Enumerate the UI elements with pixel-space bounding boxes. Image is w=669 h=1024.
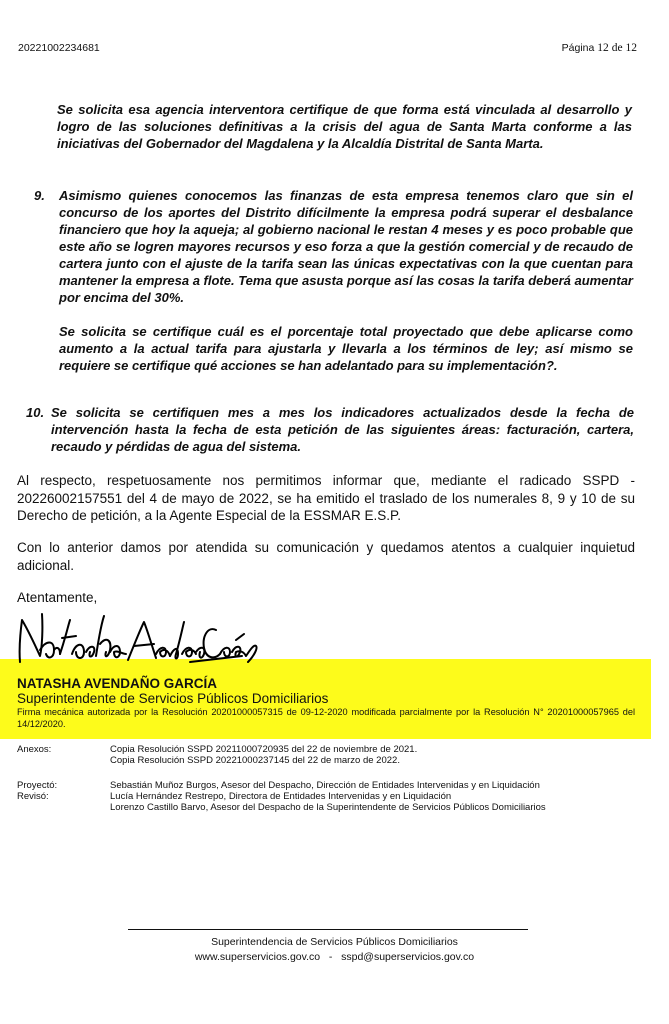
proyecto-label: Proyectó: xyxy=(17,780,58,791)
page-label: Página xyxy=(561,42,595,54)
reviso-label: Revisó: xyxy=(17,791,49,802)
page-indicator xyxy=(562,42,637,54)
signature-authorization-note: Firma mecánica autorizada por la Resolución 20201000057315 de 09-12-2020 modificada parcialmente por la Resolución N° 20201000057965 del 14/12/2020. xyxy=(17,707,635,729)
item-9-request: Se solicita se certifique cuál es el porcentaje total proyectado que debe aplicarse como aumento a la actual tarifa para ajustarla y llevarla a los términos de ley; así mismo se requiere se certifique qué acciones se han adelantado para su implementación?. xyxy=(59,324,633,373)
credit-line: Lorenzo Castillo Barvo, Asesor del Despacho de la Superintendente de Servicios Públicos Domiciliarios xyxy=(110,802,546,813)
handwritten-signature xyxy=(10,600,270,678)
item-9-number: 9. xyxy=(34,188,45,203)
page-current: 12 xyxy=(597,42,609,54)
annex-item: Copia Resolución SSPD 20211000720935 del 22 de noviembre de 2021. xyxy=(110,744,418,755)
credit-line: Lucía Hernández Restrepo, Directora de Entidades Intervenidas y en Liquidación xyxy=(110,791,452,802)
page-of: de xyxy=(611,42,623,54)
credit-line: Sebastián Muñoz Burgos, Asesor del Despacho, Dirección de Entidades Intervenidas y en Liquidación xyxy=(110,780,540,791)
response-paragraph-2: Con lo anterior damos por atendida su comunicación y quedamos atentos a cualquier inquietud adicional. xyxy=(17,540,635,573)
footer-contact: www.superservicios.gov.co - sspd@superservicios.gov.co xyxy=(194,951,475,963)
annexes-label: Anexos: xyxy=(17,744,52,755)
annexes-list xyxy=(110,744,417,766)
petition-item-9 xyxy=(28,187,633,374)
document-number: 20221002234681 xyxy=(18,42,100,54)
signer-name: NATASHA AVENDAÑO GARCÍA xyxy=(17,676,217,691)
item-10-number: 10. xyxy=(26,405,45,420)
footer-organization: Superintendencia de Servicios Públicos Domiciliarios xyxy=(211,936,458,948)
response-paragraph-1: Al respecto, respetuosamente nos permitimos informar que, mediante el radicado SSPD - 20226002157551 del 4 de mayo de 2022, se ha emitido el traslado de los numerales 8, 9 y 10 de su Derecho de petición, a la Agente Especial de la ESSMAR E.S.P. xyxy=(17,473,635,523)
petition-item-10 xyxy=(26,404,634,455)
page-total: 12 xyxy=(625,42,637,54)
item-9-text: Asimismo quienes conocemos las finanzas de esta empresa tenemos claro que sin el concurso de los aportes del Distrito difícilmente la empresa podrá superar el desbalance financiero que hoy la aqueja; al gobierno nacional le restan 4 meses y es poco probable que este año se logren mayores recursos y eso forza a que la gestión comercial y de recaudo de cartera junto con el ajuste de la tarifa sean las únicas expectativas con la que cuentan para mantener la empresa a flote. Tema que asusta porque así las cosas la tarifa deberá aumentar por encima del 30%. xyxy=(59,188,633,305)
item-8-request: Se solicita esa agencia interventora certifique de que forma está vinculada al desarrollo y logro de las soluciones definitivas a la crisis del agua de Santa Marta conforme a las iniciativas del Gobernador del Magdalena y la Alcaldía Distrital de Santa Marta. xyxy=(57,102,632,151)
closing: Atentamente, xyxy=(17,590,98,605)
signer-role: Superintendente de Servicios Públicos Domiciliarios xyxy=(17,691,329,706)
credits-list xyxy=(110,780,546,813)
annex-item: Copia Resolución SSPD 20221000237145 del 22 de marzo de 2022. xyxy=(110,755,400,766)
footer-divider xyxy=(128,929,528,930)
item-10-text: Se solicita se certifiquen mes a mes los indicadores actualizados desde la fecha de intervención hasta la fecha de esta petición de las siguientes áreas: facturación, cartera, recaudo y pérdidas de agua del sistema. xyxy=(51,405,634,454)
